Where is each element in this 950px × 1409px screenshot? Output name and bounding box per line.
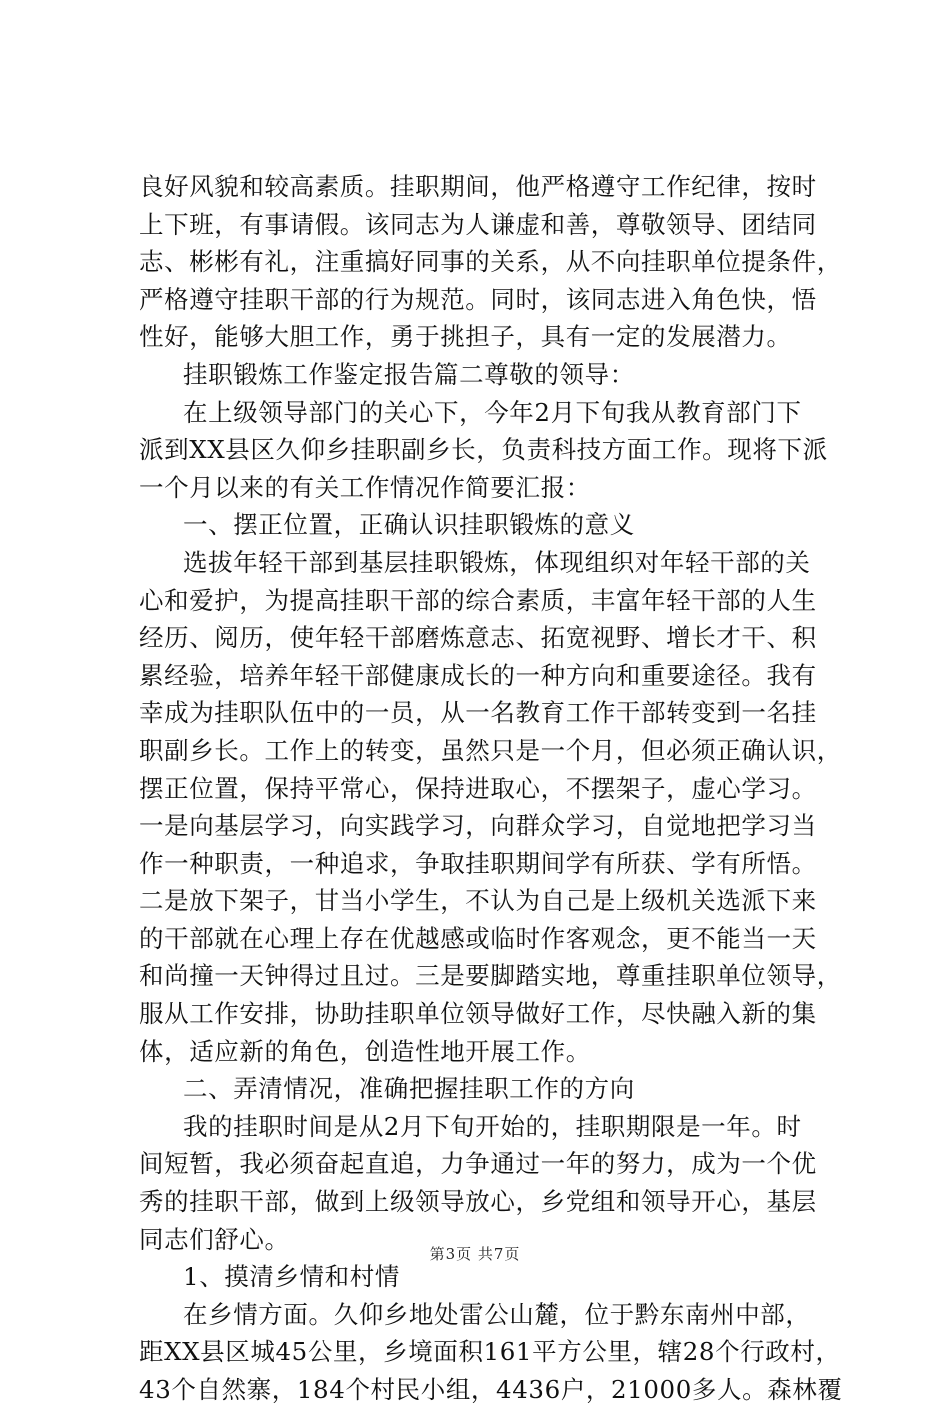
text-line: 职副乡长。工作上的转变，虽然只是一个月，但必须正确认识，	[139, 735, 842, 765]
text-line: 幸成为挂职队伍中的一员，从一名教育工作干部转变到一名挂	[139, 698, 817, 728]
page-footer: 第3页 共7页	[429, 1245, 521, 1263]
text-line: 我的挂职时间是从2月下旬开始的，挂职期限是一年。时	[183, 1111, 802, 1141]
text-line: 秀的挂职干部，做到上级领导放心，乡党组和领导开心，基层	[139, 1187, 817, 1217]
text-line: 一是向基层学习，向实践学习，向群众学习，自觉地把学习当	[139, 811, 817, 841]
text-line: 服从工作安排，协助挂职单位领导做好工作，尽快融入新的集	[139, 999, 817, 1029]
text-line: 二、弄清情况，准确把握挂职工作的方向	[183, 1074, 635, 1104]
text-line: 间短暂，我必须奋起直追，力争通过一年的努力，成为一个优	[139, 1149, 817, 1179]
text-line: 作一种职责，一种追求，争取挂职期间学有所获、学有所悟。	[139, 848, 817, 878]
text-line: 志、彬彬有礼，注重搞好同事的关系，从不向挂职单位提条件，	[139, 247, 842, 277]
text-line: 心和爱护，为提高挂职干部的综合素质，丰富年轻干部的人生	[139, 585, 817, 615]
text-line: 在乡情方面。久仰乡地处雷公山麓，位于黔东南州中部，	[183, 1299, 811, 1329]
text-line: 距XX县区城45公里，乡境面积161平方公里，辖28个行政村，	[139, 1337, 841, 1367]
text-line: 派到XX县区久仰乡挂职副乡长，负责科技方面工作。现将下派	[139, 435, 828, 465]
text-line: 经历、阅历，使年轻干部磨炼意志、拓宽视野、增长才干、积	[139, 623, 817, 653]
text-line: 二是放下架子，甘当小学生，不认为自己是上级机关选派下来	[139, 886, 817, 916]
text-line: 体，适应新的角色，创造性地开展工作。	[139, 1036, 591, 1066]
text-line: 累经验，培养年轻干部健康成长的一种方向和重要途径。我有	[139, 660, 817, 690]
text-line: 性好，能够大胆工作，勇于挑担子，具有一定的发展潜力。	[139, 322, 792, 352]
text-line: 良好风貌和较高素质。挂职期间，他严格遵守工作纪律，按时	[139, 172, 817, 201]
text-line: 挂职锻炼工作鉴定报告篇二尊敬的领导：	[183, 359, 635, 389]
text-line: 上下班，有事请假。该同志为人谦虚和善，尊敬领导、团结同	[139, 209, 817, 239]
text-line: 同志们舒心。	[139, 1224, 290, 1254]
text-line: 一、摆正位置，正确认识挂职锻炼的意义	[183, 510, 635, 540]
text-line: 43个自然寨，184个村民小组，4436户，21000多人。森林覆	[139, 1375, 843, 1404]
text-line: 严格遵守挂职干部的行为规范。同时，该同志进入角色快，悟	[139, 284, 817, 314]
text-line: 摆正位置，保持平常心，保持进取心，不摆架子，虚心学习。	[139, 773, 817, 803]
text-line: 的干部就在心理上存在优越感或临时作客观念，更不能当一天	[139, 923, 817, 953]
text-line: 一个月以来的有关工作情况作简要汇报：	[139, 472, 591, 502]
text-line: 和尚撞一天钟得过且过。三是要脚踏实地，尊重挂职单位领导，	[139, 961, 842, 991]
text-line: 在上级领导部门的关心下，今年2月下旬我从教育部门下	[183, 397, 802, 427]
text-line: 1、摸清乡情和村情	[183, 1262, 400, 1292]
document-body	[139, 168, 843, 1409]
text-line: 选拔年轻干部到基层挂职锻炼，体现组织对年轻干部的关	[183, 547, 811, 577]
